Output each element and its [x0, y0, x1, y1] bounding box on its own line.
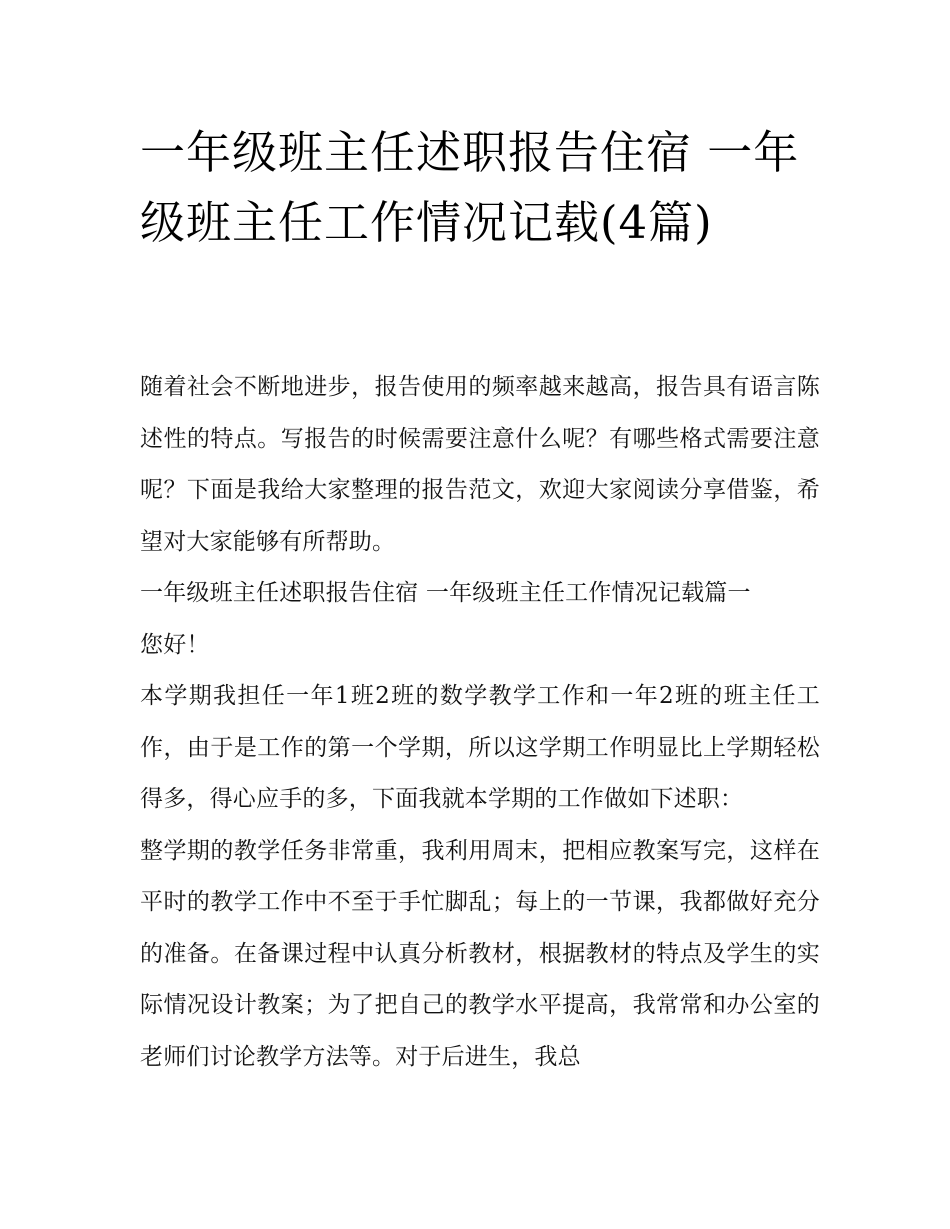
document-body	[140, 362, 820, 1083]
document-title: 一年级班主任述职报告住宿 一年级班主任工作情况记载(4篇)	[140, 126, 800, 249]
body-paragraph: 本学期我担任一年1班2班的数学教学工作和一年2班的班主任工作，由于是工作的第一个学期，所以这学期工作明显比上学期轻松得多，得心应手的多，下面我就本学期的工作做如下述职：	[140, 683, 820, 812]
intro-paragraph: 随着社会不断地进步，报告使用的频率越来越高，报告具有语言陈述性的特点。写报告的时候需要注意什么呢？有哪些格式需要注意呢？下面是我给大家整理的报告范文，欢迎大家阅读分享借鉴，希望对大家能够有所帮助。	[140, 374, 820, 555]
greeting-paragraph: 您好！	[140, 631, 210, 658]
section-heading-paragraph: 一年级班主任述职报告住宿 一年级班主任工作情况记载篇一	[140, 580, 751, 606]
body-paragraph: 整学期的教学任务非常重，我利用周末，把相应教案写完，这样在平时的教学工作中不至于手忙脚乱；每上的一节课，我都做好充分的准备。在备课过程中认真分析教材，根据教材的特点及学生的实际情况设计教案；为了把自己的教学水平提高，我常常和办公室的老师们讨论教学方法等。对于后进生，我总	[140, 837, 820, 1070]
